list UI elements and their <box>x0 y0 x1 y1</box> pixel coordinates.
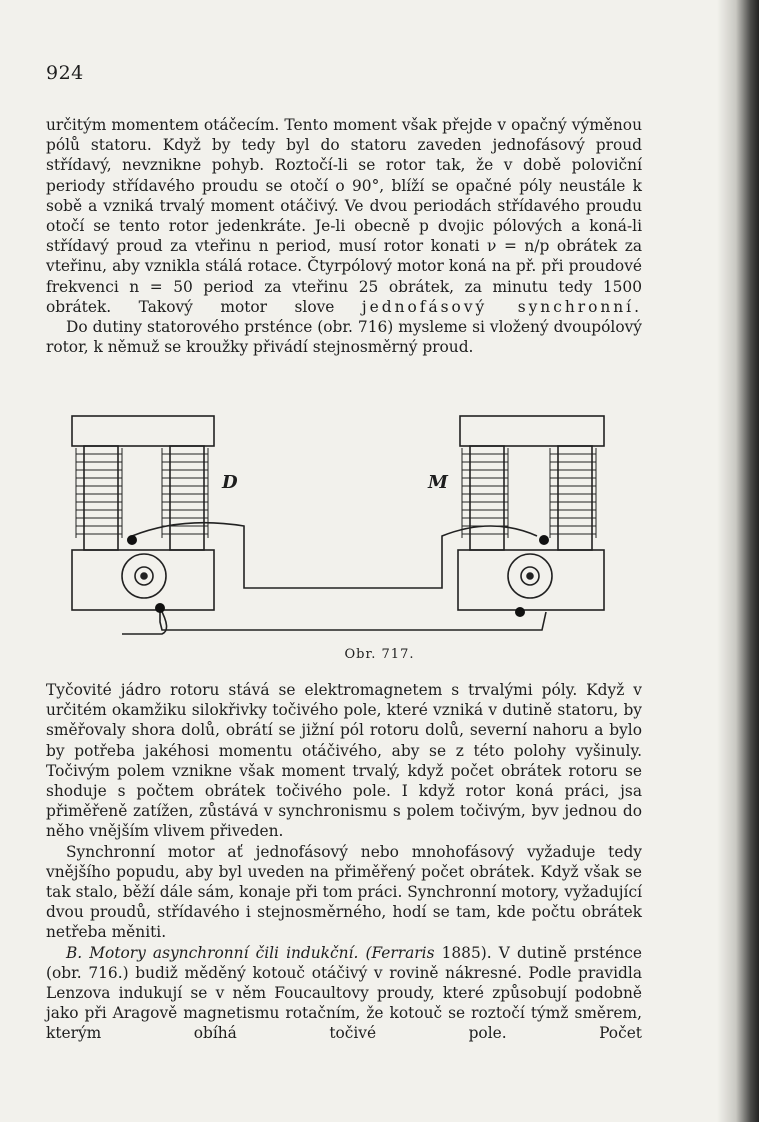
paragraph: Tyčovité jádro rotoru stává se elektromagnetem s trvalými póly. Když v určitém okamžiku silokřivky točivého pole, které vzniká v dutině statoru, by směřovaly shora dolů, obrátí se jižní pól rotoru dolů, severní nahoru a bylo by potřeba jakéhosi momentu otáčivého, aby se z této polohy vyšinuly. Točivým polem vznikne však moment trvalý, když počet obrátek rotoru se shoduje s počtem obrátek točivého pole. I když rotor koná práci, jsa přiměřeně zatížen, zůstává v synchronismu s polem točivým, byv jednou do něho vnějším vlivem přiveden. <box>46 681 642 841</box>
stator-yoke-right <box>460 416 604 446</box>
stator-yoke-left <box>72 416 214 446</box>
label-M: M <box>428 472 448 493</box>
wire-lower <box>122 608 546 634</box>
stator-base-right <box>458 550 604 610</box>
stator-base-left <box>72 550 214 610</box>
paragraph: B. Motory asynchronní čili indukční. (Ferraris 1885). V dutině prsténce (obr. 716.) budiž měděný kotouč otáčivý v rovině nákresné. Podle pravidla Lenzova indukují se v něm Foucaultovy proudy, které způsobují podobně jako při Aragově magnetismu rotačním, že kotouč se roztočí týmž směrem, kterým obíhá točivé pole. Počet <box>46 943 642 1043</box>
page-number: 924 <box>46 62 84 84</box>
paragraph: Do dutiny statorového prsténce (obr. 716) mysleme si vložený dvoupólový rotor, k němuž se kroužky přivádí stejnosměrný proud. <box>46 318 642 357</box>
figure-caption: Obr. 717. <box>344 647 415 662</box>
paragraph: Synchronní motor ať jednofásový nebo mnohofásový vyžaduje tedy vnějšího popudu, aby byl uveden na přiměřený počet obrátek. Když však se tak stalo, běží dále sám, konaje při tom práci. Synchronní motory, vyžadující dvou proudů, střídavého i stejnosměrného, hodí se tam, kde počtu obrátek netřeba měniti. <box>46 842 642 942</box>
coil-hatching <box>76 454 596 534</box>
book-spine-shadow <box>717 0 759 1122</box>
text-block-top <box>46 115 642 357</box>
label-D: D <box>222 472 238 493</box>
paragraph: určitým momentem otáčecím. Tento moment však přejde v opačný výměnou pólů statoru. Když by tedy byl do statoru zaveden jednofásový proud střídavý, nevznikne pohyb. Roztočí-li se rotor tak, že v době poloviční periody střídavého proudu se otočí o 90°, blíží se opačné póly neustále k sobě a vzniká trvalý moment otáčivý. Ve dvou periodách střídavého proudu otočí se tento rotor jedenkráte. Je-li obecně p dvojic pólových a koná-li střídavý proud za vteřinu n period, musí rotor konati ν = n/p obrátek za vteřinu, aby vznikla stálá rotace. Čtyrpólový motor koná na př. při proudové frekvenci n = 50 period za vteřinu 25 obrátek, za minutu tedy 1500 obrátek. Takový motor slove jednofásový synchronní. <box>46 116 642 316</box>
figure-motor-diagram <box>62 408 622 638</box>
brush-contacts <box>127 535 549 617</box>
wire-upper <box>132 523 537 588</box>
text-block-bottom <box>46 680 642 1044</box>
